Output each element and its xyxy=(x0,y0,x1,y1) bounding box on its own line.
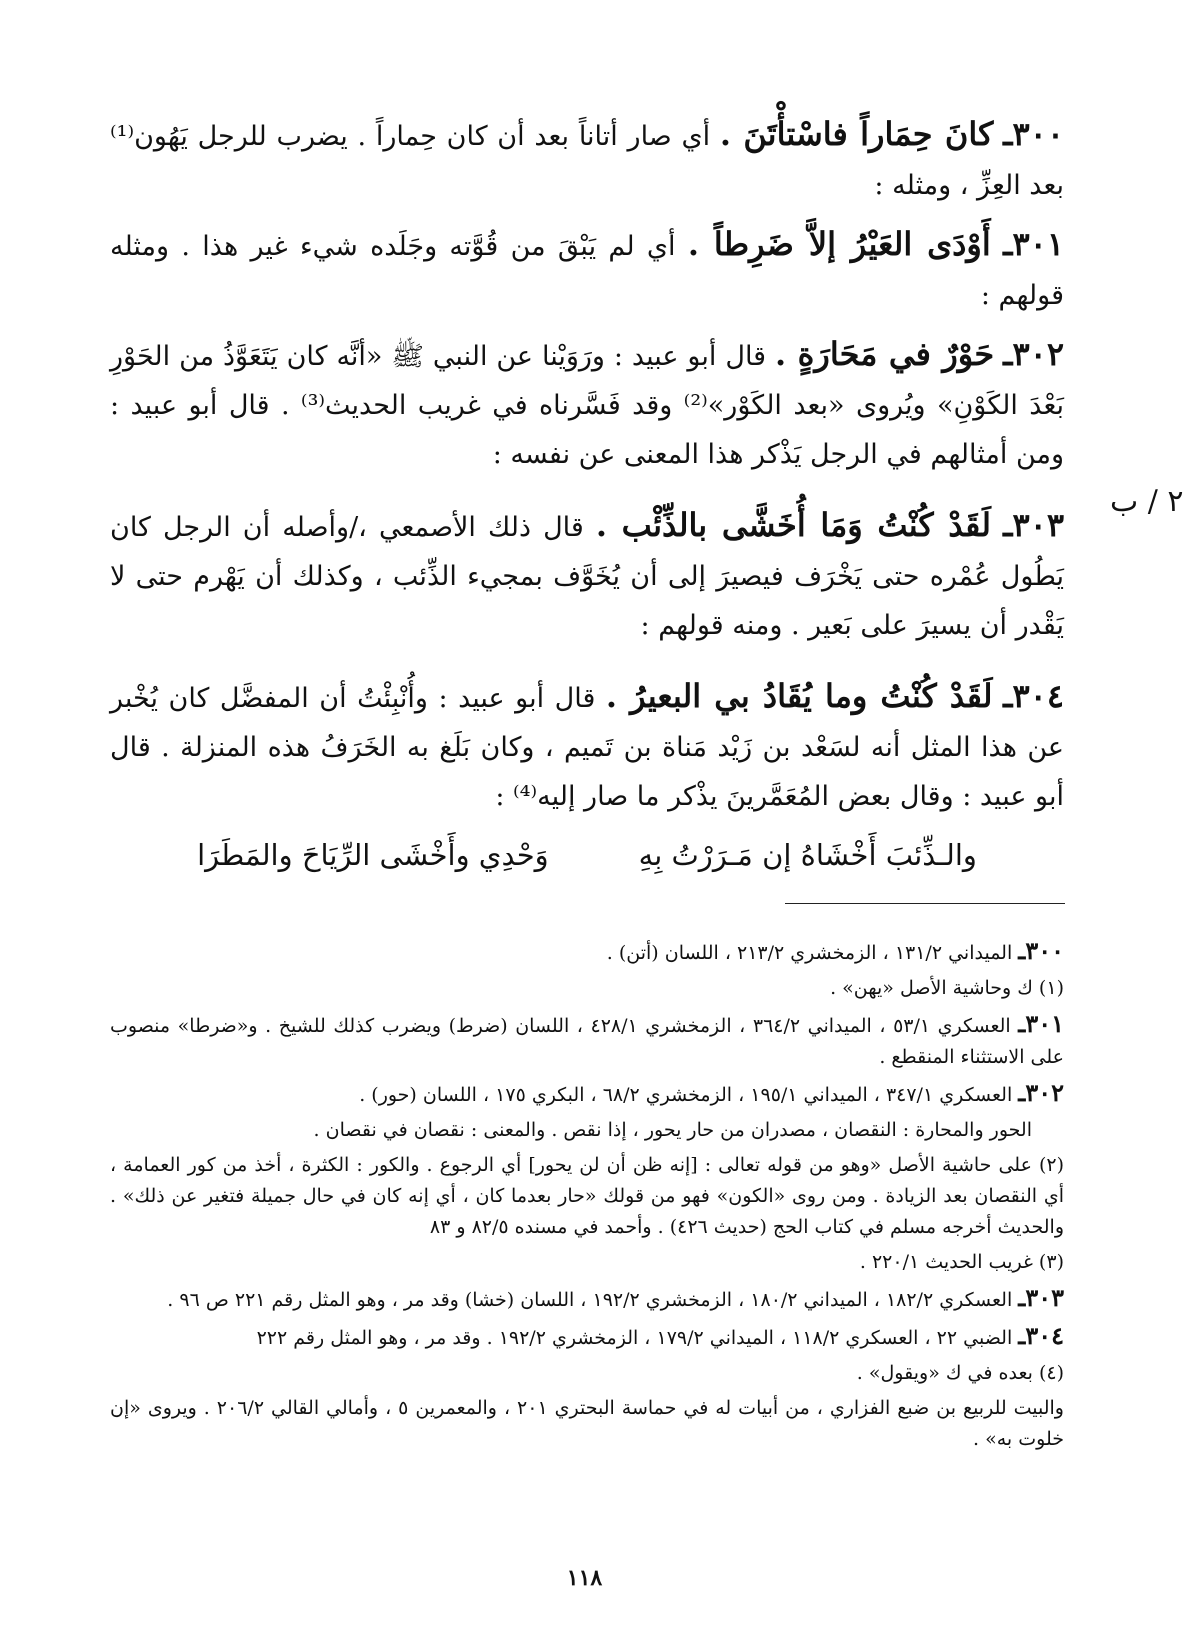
footnote-text: العسكري ٥٣/١ ، الميداني ٣٦٤/٢ ، الزمخشري ٤٢٨/١ ، اللسان (ضرط) ويضرب كذلك للشيخ . و«ضرطا» منصوب على الاستثناء المنقطع . xyxy=(110,1015,1064,1068)
footnote-text: العسكري ٣٤٧/١ ، الميداني ١٩٥/١ ، الزمخشري ٦٨/٢ ، البكري ١٧٥ ، اللسان (حور) . xyxy=(359,1084,1013,1106)
proverb-entry xyxy=(110,220,1064,320)
footnote xyxy=(110,1358,1064,1389)
entry-text: قال أبو عبيد : وأُنْبِئْتُ أن المفضَّل كان يُخْبر عن هذا المثل أنه لسَعْد بن زَيْد مَناة بن تَميم ، وكان بَلَغ به الخَرَفُ هذه المنزلة . قال أبو عبيد : وقال بعض المُعَمَّرينَ يذْكر ما صار إليه⁽⁴⁾ : xyxy=(110,683,1064,812)
main-text xyxy=(110,110,1064,880)
footnote-text: (٢) على حاشية الأصل «وهو من قوله تعالى : [إنه ظن أن لن يحور] أي الرجوع . والكور : الكثرة ، أخذ من كور العمامة ، أي النقصان بعد الزيادة . ومن روى «الكون» فهو من قولك «حار بعدما كان ، أي إنه كان في حال جميلة فتغير عن ذلك» . والحديث أخرجه مسلم في كتاب الحج (حديث ٤٢٦) . وأحمد في مسنده ٨٢/٥ و ٨٣ xyxy=(110,1154,1064,1238)
footnote xyxy=(110,973,1064,1004)
footnote xyxy=(110,1247,1064,1278)
footnote-text: (١) ك وحاشية الأصل «يهن» . xyxy=(830,977,1064,999)
proverb-phrase: حَوْرٌ في مَحَارَةٍ . xyxy=(775,335,995,373)
proverb-entry xyxy=(110,110,1064,210)
footnote-entry-number: ٣٠١ـ xyxy=(1018,1009,1064,1038)
folio-marker: ٢ / ب xyxy=(1110,484,1184,519)
entry-number: ٣٠٢ـ xyxy=(1003,335,1064,373)
entry-number: ٣٠٣ـ xyxy=(1003,506,1064,544)
footnote-text: (٣) غريب الحديث ٢٢٠/١ . xyxy=(859,1251,1064,1273)
proverb-entry xyxy=(110,330,1064,479)
verse-first-hemistich: والـذِّئبَ أَخْشَاهُ إن مَـرَرْتُ بِهِ xyxy=(638,838,977,872)
footnote-entry-number: ٣٠٠ـ xyxy=(1018,936,1064,965)
footnote-entry-number: ٣٠٤ـ xyxy=(1018,1321,1064,1350)
proverb-entry xyxy=(110,672,1064,821)
footnote-text: الحور والمحارة : النقصان ، مصدران من حار يحور ، إذا نقص . والمعنى : نقصان في نقصان . xyxy=(313,1119,1032,1141)
footnote xyxy=(110,1150,1064,1243)
proverb-phrase: أَوْدَى العَيْرُ إلاَّ ضَرِطاً . xyxy=(687,225,991,263)
footnote-text: الميداني ١٣١/٢ ، الزمخشري ٢١٣/٢ ، اللسان (أتن) . xyxy=(606,942,1013,964)
footnote-text: والبيت للربيع بن ضبع الفزاري ، من أبيات له في حماسة البحتري ٢٠١ ، والمعمرين ٥ ، وأمالي القالي ٢٠٦/٢ . ويروى «إن خلوت به» . xyxy=(110,1397,1064,1450)
footnote-separator xyxy=(785,903,1065,904)
footnote-entry-number: ٣٠٢ـ xyxy=(1018,1078,1064,1107)
proverb-phrase: كانَ حِمَاراً فاسْتأْتَنَ . xyxy=(719,115,994,153)
footnote-text: (٤) بعده في ك «ويقول» . xyxy=(856,1362,1064,1384)
footnote xyxy=(110,1282,1064,1316)
proverb-phrase: لَقَدْ كُنْتُ وَمَا أُخَشَّى بالذِّئْب . xyxy=(595,506,991,544)
footnote xyxy=(110,1077,1064,1111)
page-number: ١١٨ xyxy=(566,1565,603,1591)
footnotes xyxy=(110,935,1064,1459)
entry-text: قال أبو عبيد : ورَوَيْنا عن النبي ﷺ «أنَّه كان يَتَعَوَّذُ من الحَوْرِ بَعْدَ الكَوْنِ» ويُروى «بعد الكَوْر»⁽²⁾ وقد فَسَّرناه في غريب الحديث⁽³⁾ . قال أبو عبيد : ومن أمثالهم في الرجل يَذْكر هذا المعنى عن نفسه : xyxy=(110,341,1064,470)
proverb-entry xyxy=(110,501,1064,650)
footnote-text: العسكري ١٨٢/٢ ، الميداني ١٨٠/٢ ، الزمخشري ١٩٢/٢ ، اللسان (خشا) وقد مر ، وهو المثل رقم ٢٢١ ص ٩٦ . xyxy=(167,1289,1013,1311)
footnote xyxy=(110,1008,1064,1073)
entry-number: ٣٠٠ـ xyxy=(1003,115,1064,153)
entry-text: أي صار أتاناً بعد أن كان حِماراً . يضرب للرجل يَهُون⁽¹⁾ بعد العِزِّ ، ومثله : xyxy=(110,121,1064,201)
footnote xyxy=(110,1393,1064,1455)
footnote xyxy=(110,1320,1064,1354)
poetry-verse xyxy=(110,831,1064,880)
entry-text: قال ذلك الأصمعي ،/وأصله أن الرجل كان يَطُول عُمْره حتى يَخْرَف فيصيرَ إلى أن يُخَوَّف بمجيء الذِّئب ، وكذلك أن يَهْرم حتى لا يَقْدر أن يسيرَ على بَعير . ومنه قولهم : xyxy=(110,512,1064,641)
footnote-entry-number: ٣٠٣ـ xyxy=(1018,1283,1064,1312)
entry-number: ٣٠٤ـ xyxy=(1003,677,1064,715)
entry-number: ٣٠١ـ xyxy=(1003,225,1065,263)
footnote-text: الضبي ٢٢ ، العسكري ١١٨/٢ ، الميداني ١٧٩/٢ ، الزمخشري ١٩٢/٢ . وقد مر ، وهو المثل رقم ٢٢٢ xyxy=(256,1327,1013,1349)
verse-second-hemistich: وَحْدِي وأَخْشَى الرِّيَاحَ والمَطَرَا xyxy=(197,838,549,872)
footnote xyxy=(110,1115,1032,1146)
footnote xyxy=(110,935,1064,969)
proverb-phrase: لَقَدْ كُنْتُ وما يُقَادُ بي البعيرُ . xyxy=(605,677,993,715)
entry-text: أي لم يَبْقَ من قُوَّته وجَلَده شيء غير هذا . ومثله قولهم : xyxy=(110,231,1064,311)
